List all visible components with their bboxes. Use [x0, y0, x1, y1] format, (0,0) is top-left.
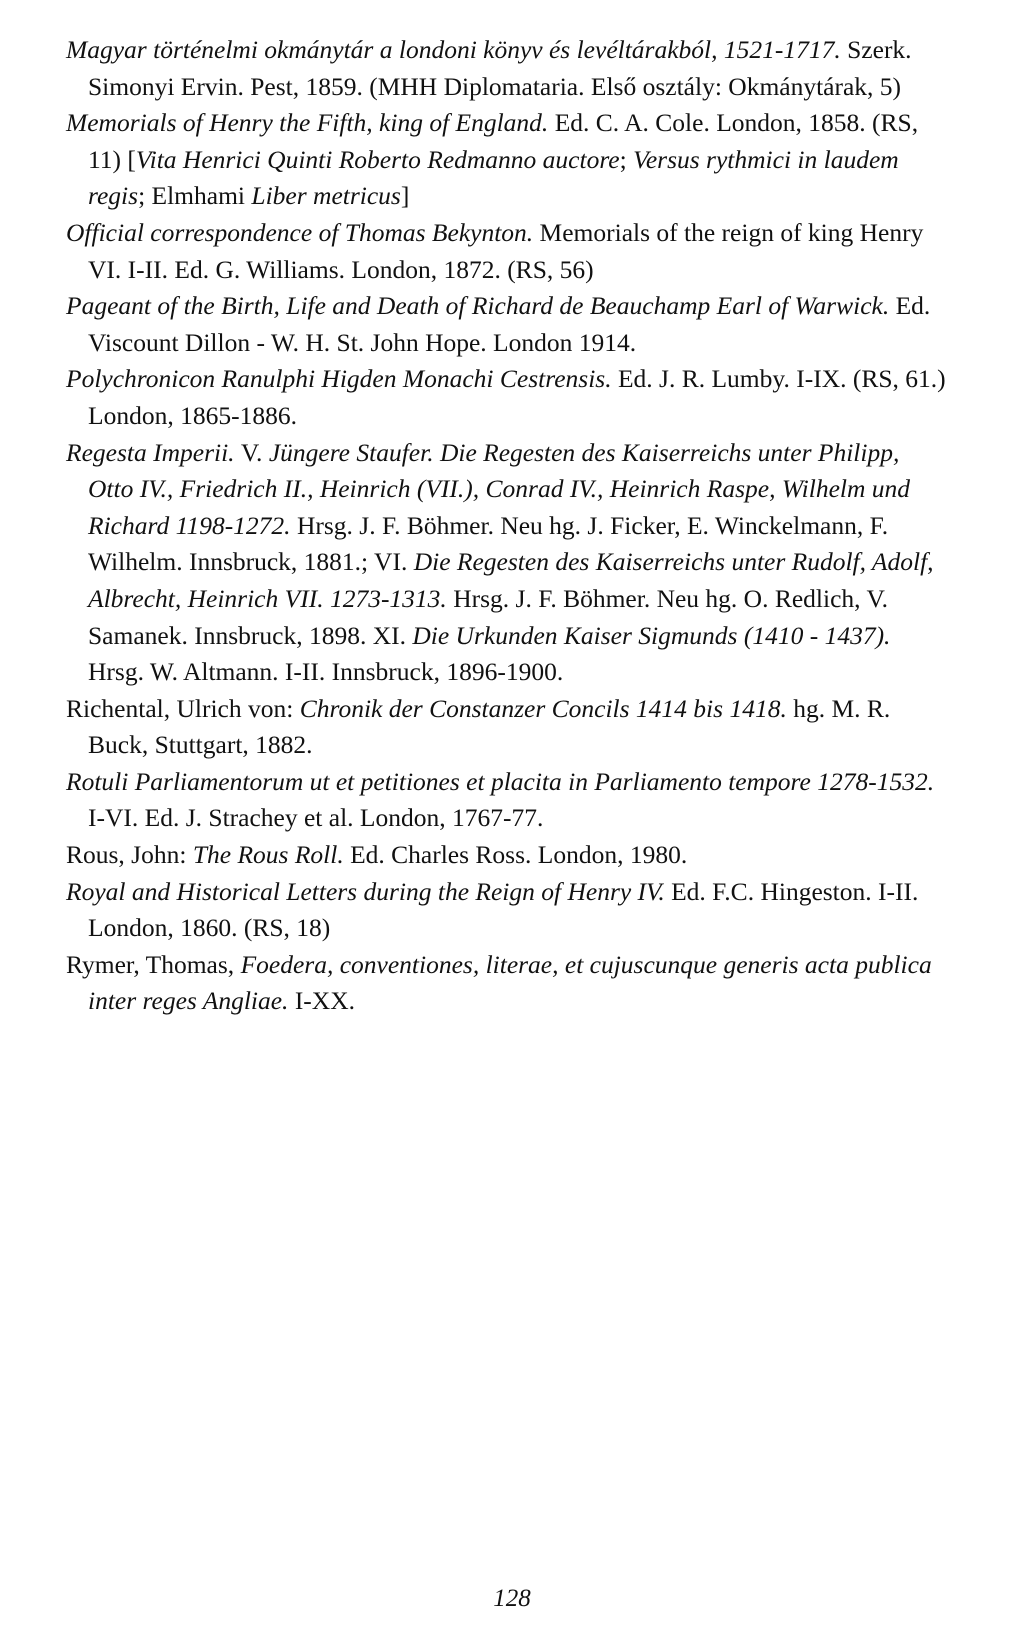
entry-title-text: Magyar történelmi okmánytár a londoni könyv és levéltárakból, 1521-1717. [66, 35, 848, 64]
entry-title-text: Liber metricus [251, 181, 401, 211]
entry-text: ; [619, 144, 634, 174]
bibliography-page [66, 32, 946, 1020]
entry-title-text: Rotuli Parliamentorum ut et petitiones et placita in Parliamento tempore 1278-1532. [66, 766, 935, 796]
page-number: 128 [493, 1585, 531, 1612]
bibliography-entry [66, 691, 946, 764]
entry-title-text: Regesta Imperii. [66, 437, 241, 467]
bibliography-entry [66, 837, 946, 874]
entry-title-text: Polychronicon Ranulphi Higden Monachi Cestrensis. [66, 364, 618, 394]
bibliography-entry [66, 764, 946, 837]
bibliography-entry [66, 874, 946, 947]
entry-text: Hrsg. W. Altmann. I-II. Innsbruck, 1896-1900. [88, 657, 564, 687]
entry-text: Ed. C. A. Cole. London, 1858. (RS, 11) [ [88, 108, 919, 174]
entry-text: I-VI. Ed. J. Strachey et al. London, 1767-77. [88, 803, 544, 833]
entry-title-text: Pageant of the Birth, Life and Death of Richard de Beauchamp Earl of Warwick. [66, 291, 896, 321]
bibliography-entry [66, 32, 946, 105]
entry-text: Ed. Charles Ross. London, 1980. [350, 840, 688, 870]
entry-title-text: Royal and Historical Letters during the Reign of Henry IV. [66, 876, 672, 906]
bibliography-entry [66, 288, 946, 361]
entry-text: hg. M. R. Buck, Stuttgart, 1882. [88, 693, 891, 760]
bibliography-entry [66, 947, 946, 1020]
entry-title-text: Official correspondence of Thomas Bekynton. [66, 217, 540, 247]
entry-title-text: Vita Henrici Quinti Roberto Redmanno auctore [135, 144, 620, 174]
entry-title-text: Chronik der Constanzer Concils 1414 bis 1418. [299, 693, 794, 723]
bibliography-entry [66, 361, 946, 434]
entry-text: Hrsg. J. F. Böhmer. Neu hg. J. Ficker, E. Winckelmann, F. Wilhelm. Innsbruck, 1881.; VI. [88, 510, 889, 577]
entry-text: Szerk. Simonyi Ervin. Pest, 1859. (MHH Diplomataria. Első osztály: Okmánytárak, 5) [88, 35, 912, 101]
entry-title-text: Die Regesten des Kaiserreichs unter Rudolf, Adolf, Albrecht, Heinrich VII. 1273-1313. [88, 547, 934, 613]
bibliography-entry [66, 105, 946, 215]
entry-text: Hrsg. J. F. Böhmer. Neu hg. O. Redlich, V. Samanek. Innsbruck, 1898. XI. [88, 583, 888, 650]
entry-text: Richental, Ulrich von: [66, 693, 300, 723]
entry-title-text: Foedera, conventiones, literae, et cujuscunque generis acta publica inter reges Angliae. [88, 949, 932, 1016]
entry-text: Ed. Viscount Dillon - W. H. St. John Hope. London 1914. [88, 291, 931, 357]
entry-title-text: Memorials of Henry the Fifth, king of England. [66, 108, 555, 138]
entry-text: ; Elmhami [138, 181, 252, 211]
entry-title-text: Versus rythmici in laudem regis [88, 144, 899, 211]
entry-text: Rymer, Thomas, [66, 949, 241, 979]
entry-text: Ed. F.C. Hingeston. I-II. London, 1860. (RS, 18) [88, 876, 919, 943]
entry-text: Memorials of the reign of king Henry VI. I-II. Ed. G. Williams. London, 1872. (RS, 56) [88, 217, 924, 284]
entry-title-text: Die Urkunden Kaiser Sigmunds (1410 - 1437). [412, 620, 891, 650]
entry-text: V. [240, 437, 269, 467]
entry-text: Rous, John: [66, 840, 193, 870]
bibliography-entry [66, 435, 946, 691]
bibliography-entry [66, 215, 946, 288]
entry-title-text: The Rous Roll. [192, 840, 351, 870]
bibliography-list [66, 32, 946, 1020]
entry-text: I-XX. [294, 986, 356, 1016]
entry-title-text: Jüngere Staufer. Die Regesten des Kaiserreichs unter Philipp, Otto IV., Friedrich II., Heinrich (VII.), Conrad IV., Heinrich Raspe, Wilhelm und Richard 1198-1272. [88, 437, 911, 540]
entry-text: Ed. J. R. Lumby. I-IX. (RS, 61.) London, 1865-1886. [88, 364, 946, 430]
entry-text: ] [400, 181, 410, 211]
